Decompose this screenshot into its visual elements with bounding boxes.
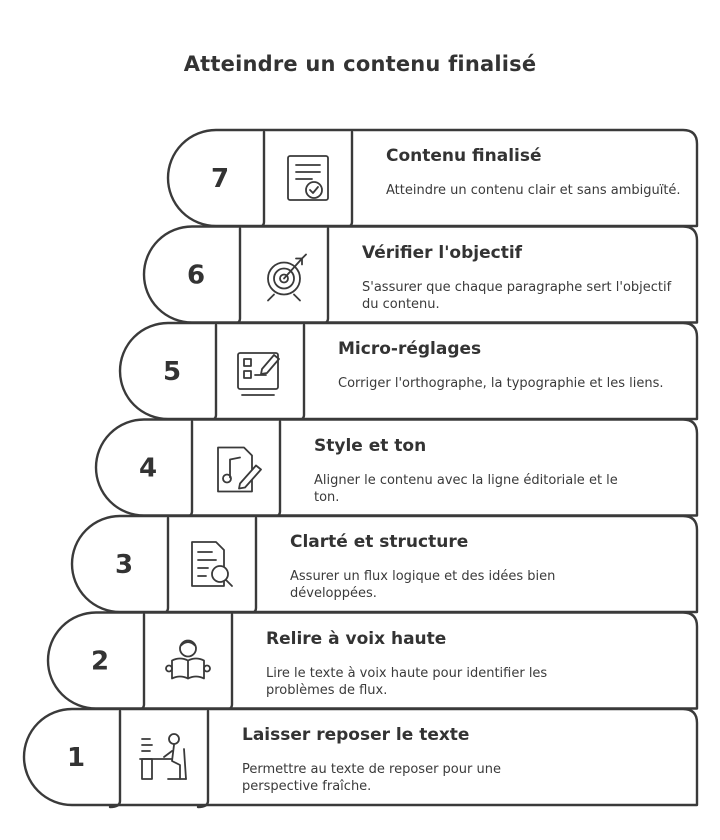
step-description: Assurer un flux logique et des idées bien développées. [290,569,556,601]
step-title: Contenu finalisé [386,146,542,166]
step-description: Permettre au texte de reposer pour une perspective fraîche. [242,762,501,794]
step-description: Corriger l'orthographe, la typographie et les liens. [338,376,664,391]
page-title: Atteindre un contenu finalisé [183,52,537,76]
step-title: Clarté et structure [290,532,469,552]
step-number: 2 [90,646,110,677]
step-title: Vérifier l'objectif [362,242,523,263]
step-number: 3 [114,550,134,580]
step-description: Lire le texte à voix haute pour identifier les problèmes de flux. [266,665,548,698]
step-title: Relire à voix haute [266,628,447,649]
step-number: 5 [162,357,182,387]
step-description: Atteindre un contenu clair et sans ambiguïté. [386,183,681,198]
step-title: Micro-réglages [338,339,482,359]
step-description: Aligner le contenu avec la ligne éditoriale et le ton. [314,472,618,505]
step-description: S'assurer que chaque paragraphe sert l'objectif du contenu. [362,279,672,312]
step-number: 1 [66,743,86,773]
step-title: Laisser reposer le texte [242,725,470,745]
step-number: 7 [210,164,230,194]
step-number: 4 [138,453,158,484]
step-number: 6 [186,260,206,291]
step-title: Style et ton [314,435,427,456]
